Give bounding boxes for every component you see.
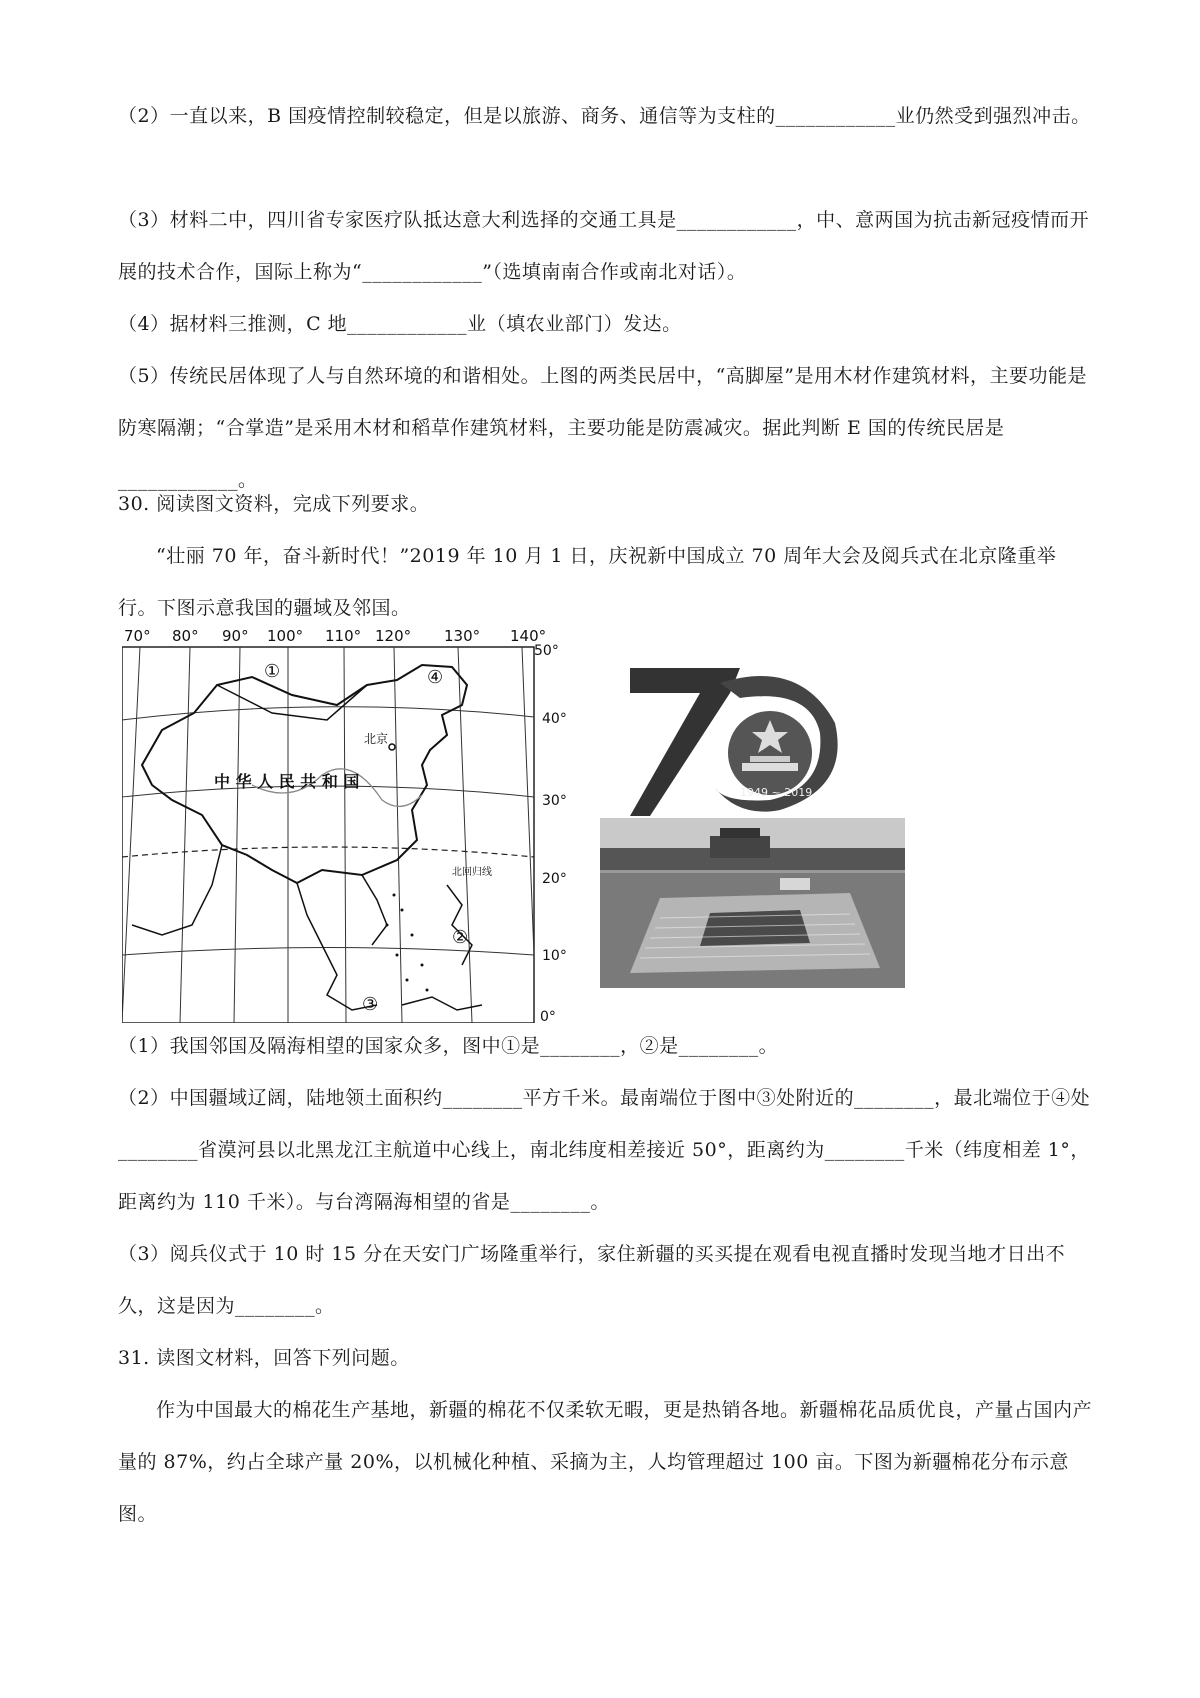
- lat-label: 0°: [540, 1009, 556, 1023]
- logo-years: 1949 ~ 2019: [740, 786, 813, 799]
- lat-label: 50°: [534, 643, 559, 659]
- lat-label: 30°: [542, 793, 567, 809]
- china-territory-map: [122, 625, 577, 1023]
- marker-4: ④: [427, 667, 444, 688]
- marker-1: ①: [264, 661, 281, 682]
- lon-label: 120°: [375, 627, 412, 645]
- question-30-intro: “壮丽 70 年，奋斗新时代！”2019 年 10 月 1 日，庆祝新中国成立 70 周年大会及阅兵式在北京隆重举行。下图示意我国的疆域及邻国。: [118, 545, 1057, 619]
- question-29-3: （3）材料二中，四川省专家医疗队抵达意大利选择的交通工具是____________，中、意两国为抗击新冠疫情而开展的技术合作，国际上称为“____________”（选填南南合作或南北对话）。: [118, 209, 1090, 283]
- tiananmen-parade-photo: [600, 818, 905, 988]
- lon-label: 140°: [510, 627, 547, 645]
- question-30-2: （2）中国疆域辽阔，陆地领土面积约________平方千米。最南端位于图中③处附近的________，最北端位于④处________省漠河县以北黑龙江主航道中心线上，南北纬度相差接近 50°，距离约为________千米（纬度相差 1°，距离约为 110 千米）。与台湾隔海相望的省是________。: [118, 1087, 1091, 1213]
- lat-label: 10°: [542, 948, 567, 964]
- question-29-4: （4）据材料三推测，C 地____________业（填农业部门）发达。: [118, 313, 682, 335]
- lon-label: 130°: [444, 627, 481, 645]
- country-label: 中 华 人 民 共 和 国: [214, 772, 360, 791]
- question-29-5: （5）传统民居体现了人与自然环境的和谐相处。上图的两类民居中，“高脚屋”是用木材作建筑材料，主要功能是防寒隔潮；“合掌造”是采用木材和稻草作建筑材料，主要功能是防震减灾。据此判断 E 国的传统民居是____________。: [118, 365, 1088, 491]
- lon-label: 100°: [267, 627, 304, 645]
- lon-label: 90°: [222, 627, 249, 645]
- lon-label: 80°: [172, 627, 199, 645]
- longitude-labels: [124, 627, 546, 645]
- question-30-1: （1）我国邻国及隔海相望的国家众多，图中①是________，②是________。: [118, 1035, 779, 1057]
- question-30-title: 30. 阅读图文资料，完成下列要求。: [118, 493, 430, 515]
- lat-label: 40°: [542, 711, 567, 727]
- question-30-3: （3）阅兵仪式于 10 时 15 分在天安门广场隆重举行，家住新疆的买买提在观看电视直播时发现当地才日出不久，这是因为________。: [118, 1243, 1066, 1317]
- lon-label: 110°: [325, 627, 362, 645]
- lat-label: 20°: [542, 871, 567, 887]
- lon-label: 70°: [124, 627, 151, 645]
- question-29-2: （2）一直以来，B 国疫情控制较稳定，但是以旅游、商务、通信等为支柱的____________业仍然受到强烈冲击。: [118, 105, 1091, 127]
- tropic-label: 北回归线: [452, 867, 492, 878]
- capital-label: 北京: [364, 732, 389, 746]
- question-31-title: 31. 读图文材料，回答下列问题。: [118, 1347, 410, 1369]
- marker-3: ③: [362, 994, 379, 1015]
- anniversary-70-logo: [630, 668, 850, 816]
- latitude-labels: [534, 643, 567, 1023]
- marker-2: ②: [452, 927, 469, 948]
- question-31-intro: 作为中国最大的棉花生产基地，新疆的棉花不仅柔软无暇，更是热销各地。新疆棉花品质优良，产量占国内产量的 87%，约占全球产量 20%，以机械化种植、采摘为主，人均管理超过 100 亩。下图为新疆棉花分布示意图。: [118, 1399, 1093, 1525]
